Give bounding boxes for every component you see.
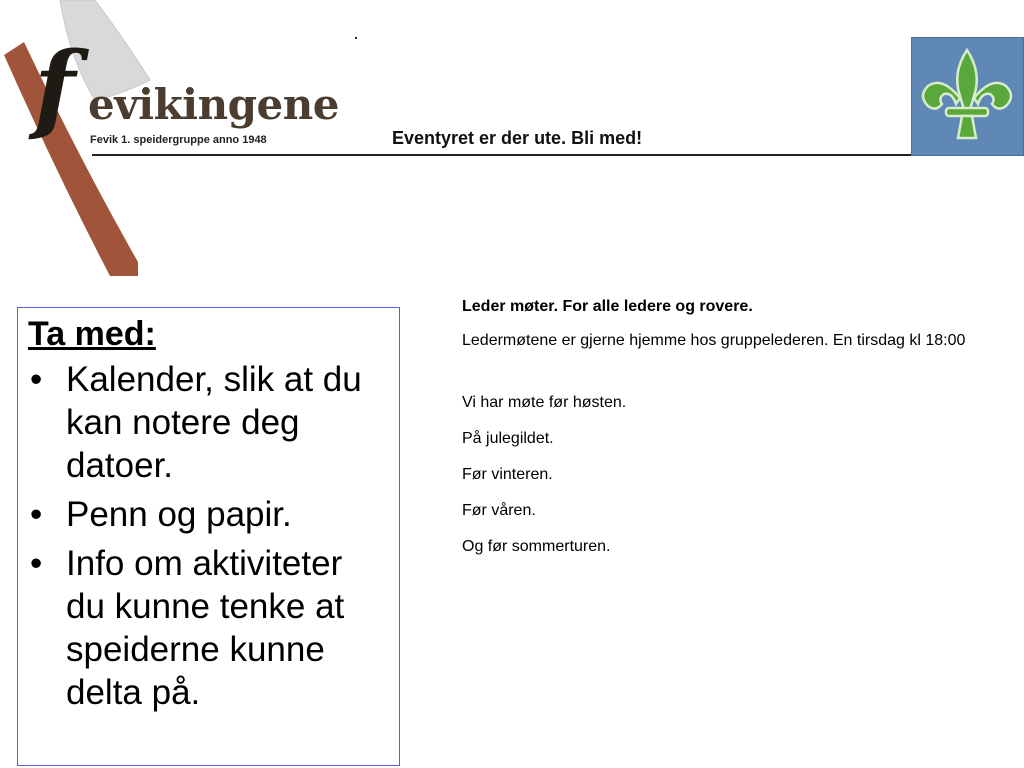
info-area [462, 296, 1018, 572]
info-heading: Leder møter. For alle ledere og rovere. [462, 298, 753, 315]
list-item-text: Kalender, slik at du kan notere deg datoer. [66, 360, 362, 485]
info-line: På julegildet. [462, 430, 554, 447]
ta-med-list [28, 358, 389, 714]
info-line: Og før sommerturen. [462, 538, 611, 555]
info-line: Før vinteren. [462, 466, 553, 483]
spacer [462, 366, 1018, 392]
logo-tagline: Fevik 1. speidergruppe anno 1948 [90, 134, 267, 146]
list-item-text: Penn og papir. [66, 495, 292, 534]
info-intro: Ledermøtene er gjerne hjemme hos gruppelederen. En tirsdag kl 18:00 [462, 332, 966, 349]
info-line: Vi har møte før høsten. [462, 394, 627, 411]
ta-med-box [17, 307, 400, 766]
list-item-text: Info om aktiviteter du kunne tenke at speiderne kunne delta på. [66, 544, 345, 712]
ta-med-heading: Ta med: [28, 315, 156, 353]
list-item [28, 358, 389, 487]
header [0, 0, 1024, 280]
bullet-icon: • [30, 360, 43, 399]
info-line: Før våren. [462, 502, 536, 519]
list-item [28, 493, 389, 536]
list-item [28, 542, 389, 714]
header-divider [92, 154, 1024, 156]
bullet-icon: • [30, 495, 43, 534]
stray-dot [355, 37, 357, 39]
logo-letter: f [34, 31, 76, 144]
bullet-icon: • [30, 544, 43, 583]
scout-emblem [911, 37, 1024, 156]
fleur-de-lis-icon [912, 38, 1023, 155]
logo-name: evikingene [88, 80, 340, 129]
slogan: Eventyret er der ute. Bli med! [392, 128, 643, 148]
